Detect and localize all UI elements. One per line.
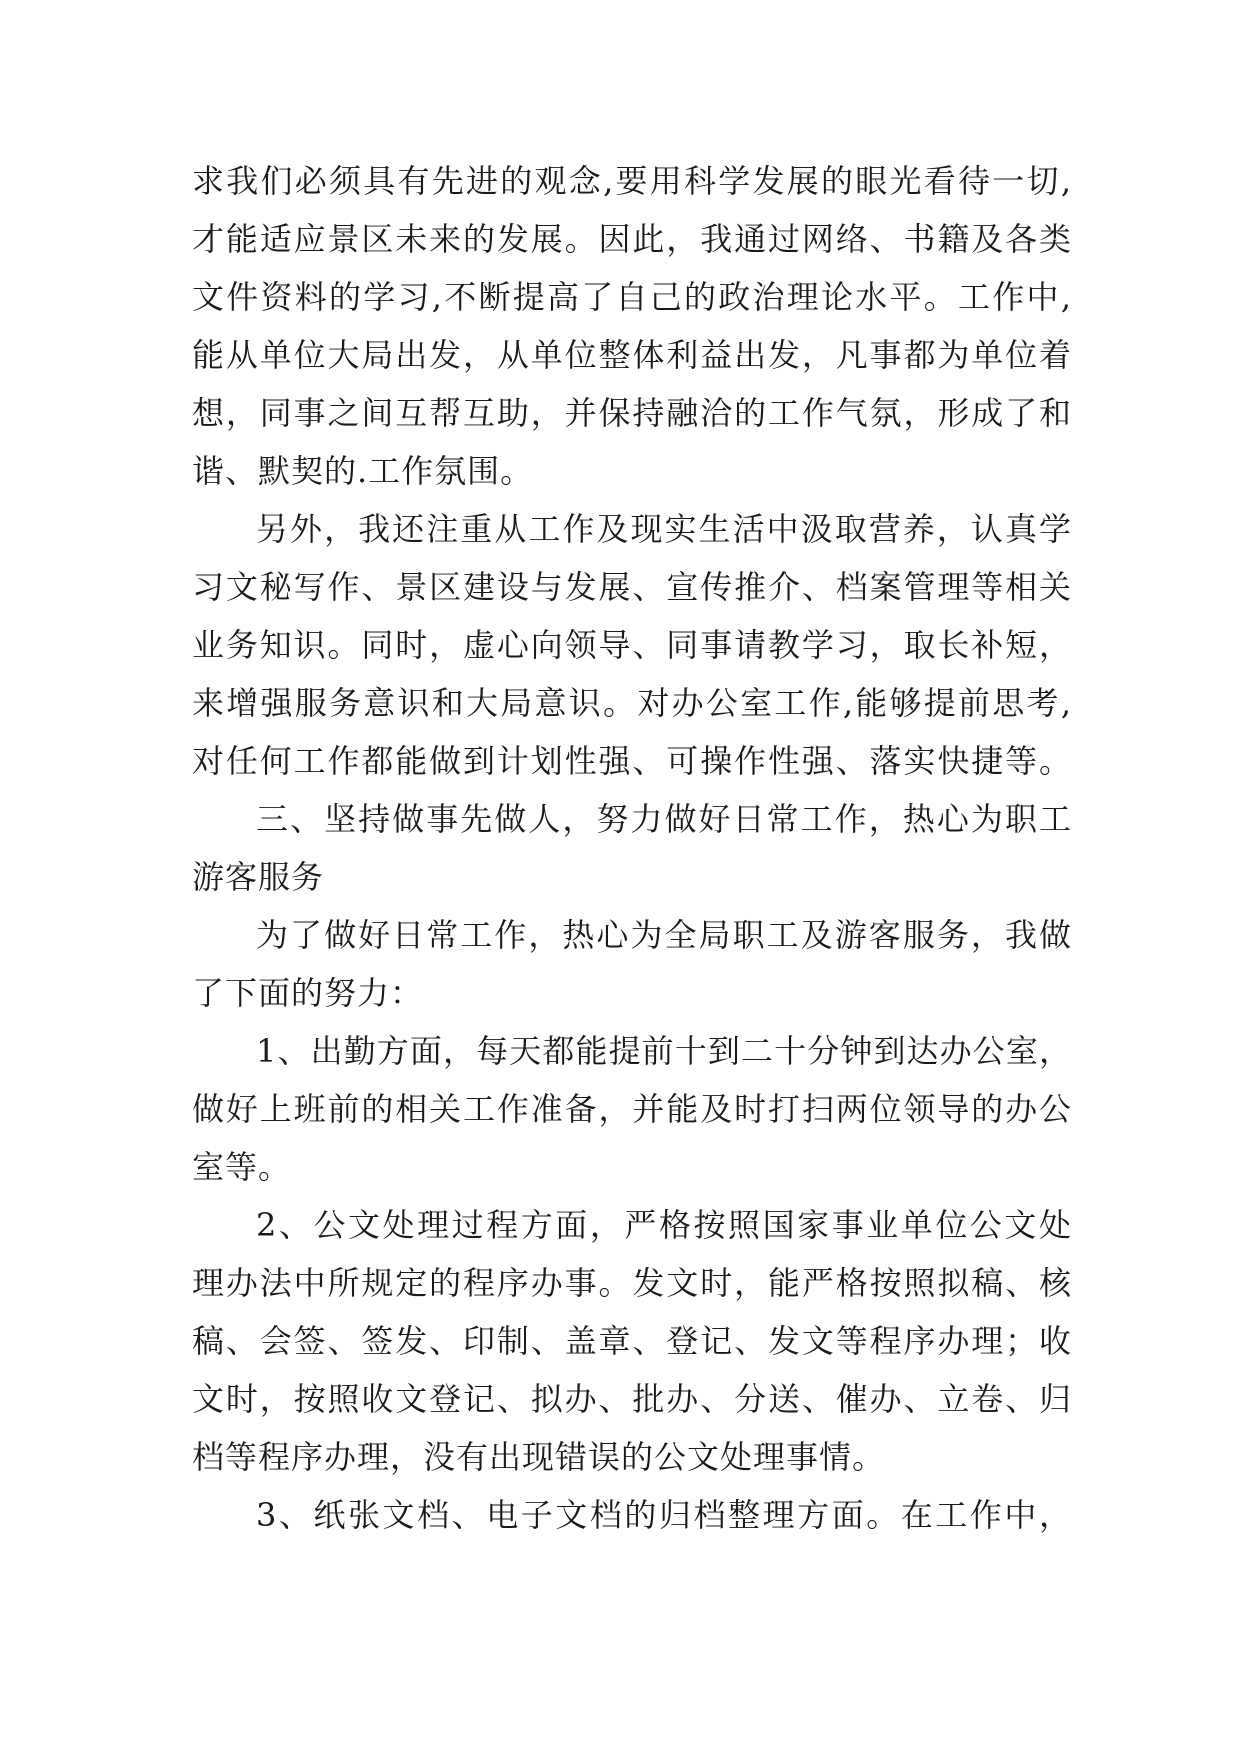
- text-line: 习文秘写作、景区建设与发展、宣传推介、档案管理等相关: [192, 568, 1072, 606]
- text-line: 求我们必须具有先进的观念,要用科学发展的眼光看待一切,: [192, 162, 1072, 200]
- text-line: 为了做好日常工作，热心为全局职工及游客服务，我做: [256, 916, 1072, 954]
- text-line: 想，同事之间互帮互助，并保持融洽的工作气氛，形成了和: [192, 394, 1072, 432]
- text-line: 室等。: [192, 1148, 292, 1186]
- text-line: 另外，我还注重从工作及现实生活中汲取营养，认真学: [256, 510, 1072, 548]
- document-body: [192, 162, 1072, 1554]
- text-line: 三、坚持做事先做人，努力做好日常工作，热心为职工: [256, 800, 1072, 838]
- text-line: 能从单位大局出发，从单位整体利益出发，凡事都为单位着: [192, 336, 1072, 374]
- text-line: 谐、默契的.工作氛围。: [192, 452, 534, 490]
- text-line: 档等程序办理，没有出现错误的公文处理事情。: [192, 1438, 886, 1476]
- text-line: 稿、会签、签发、印制、盖章、登记、发文等程序办理；收: [192, 1322, 1072, 1360]
- text-line: 文时，按照收文登记、拟办、批办、分送、催办、立卷、归: [192, 1380, 1072, 1418]
- text-line: 才能适应景区未来的发展。因此，我通过网络、书籍及各类: [192, 220, 1072, 258]
- text-line: 游客服务: [192, 858, 325, 896]
- text-line: 做好上班前的相关工作准备，并能及时打扫两位领导的办公: [192, 1090, 1072, 1128]
- text-line: 理办法中所规定的程序办事。发文时，能严格按照拟稿、核: [192, 1264, 1072, 1302]
- text-line: 对任何工作都能做到计划性强、可操作性强、落实快捷等。: [192, 742, 1072, 780]
- text-line: 1、出勤方面，每天都能提前十到二十分钟到达办公室，: [256, 1032, 1072, 1070]
- text-line: 来增强服务意识和大局意识。对办公室工作,能够提前思考,: [192, 684, 1072, 722]
- text-line: 了下面的努力：: [192, 974, 424, 1012]
- text-line: 3、纸张文档、电子文档的归档整理方面。在工作中，: [256, 1496, 1072, 1534]
- text-line: 业务知识。同时，虚心向领导、同事请教学习，取长补短，: [192, 626, 1072, 664]
- text-line: 文件资料的学习,不断提高了自己的政治理论水平。工作中,: [192, 278, 1072, 316]
- text-line: 2、公文处理过程方面，严格按照国家事业单位公文处: [256, 1206, 1072, 1244]
